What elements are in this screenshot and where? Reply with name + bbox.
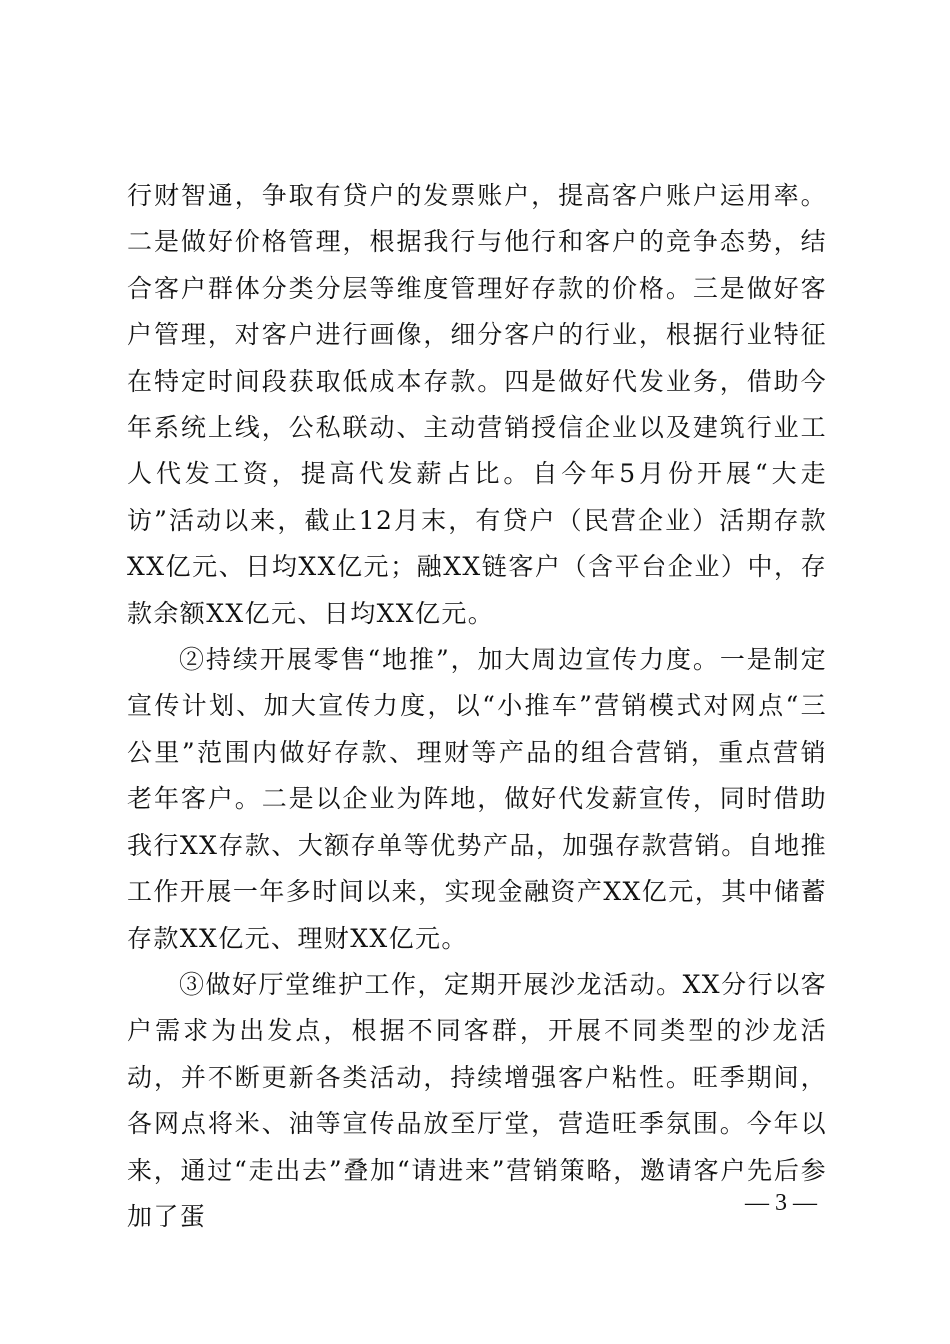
- paragraph-retail-ground-promotion: ②持续开展零售“地推”，加大周边宣传力度。一是制定宣传计划、加大宣传力度，以“小推车”营销模式对网点“三公里”范围内做好存款、理财等产品的组合营销，重点营销老年客户。二是以企业为阵地，做好代发薪宣传，同时借助我行XX存款、大额存单等优势产品，加强存款营销。自地推工作开展一年多时间以来，实现金融资产XX亿元，其中储蓄存款XX亿元、理财XX亿元。: [127, 645, 827, 953]
- page-number: — 3 —: [745, 1190, 817, 1216]
- document-body: [127, 173, 827, 1240]
- paragraph-lobby-salon-activities: ③做好厅堂维护工作，定期开展沙龙活动。XX分行以客户需求为出发点，根据不同客群，开展不同类型的沙龙活动，并不断更新各类活动，持续增强客户粘性。旺季期间，各网点将米、油等宣传品放至厅堂，营造旺季氛围。今年以来，通过“走出去”叠加“请进来”营销策略，邀请客户先后参加了蛋: [127, 969, 827, 1231]
- paragraph-deposit-measures: 行财智通，争取有贷户的发票账户，提高客户账户运用率。二是做好价格管理，根据我行与他行和客户的竞争态势，结合客户群体分类分层等维度管理好存款的价格。三是做好客户管理，对客户进行画像，细分客户的行业，根据行业特征在特定时间段获取低成本存款。四是做好代发业务，借助今年系统上线，公私联动、主动营销授信企业以及建筑行业工人代发工资，提高代发薪占比。自今年5月份开展“大走访”活动以来，截止12月末，有贷户（民营企业）活期存款XX亿元、日均XX亿元；融XX链客户（含平台企业）中，存款余额XX亿元、日均XX亿元。: [127, 181, 827, 628]
